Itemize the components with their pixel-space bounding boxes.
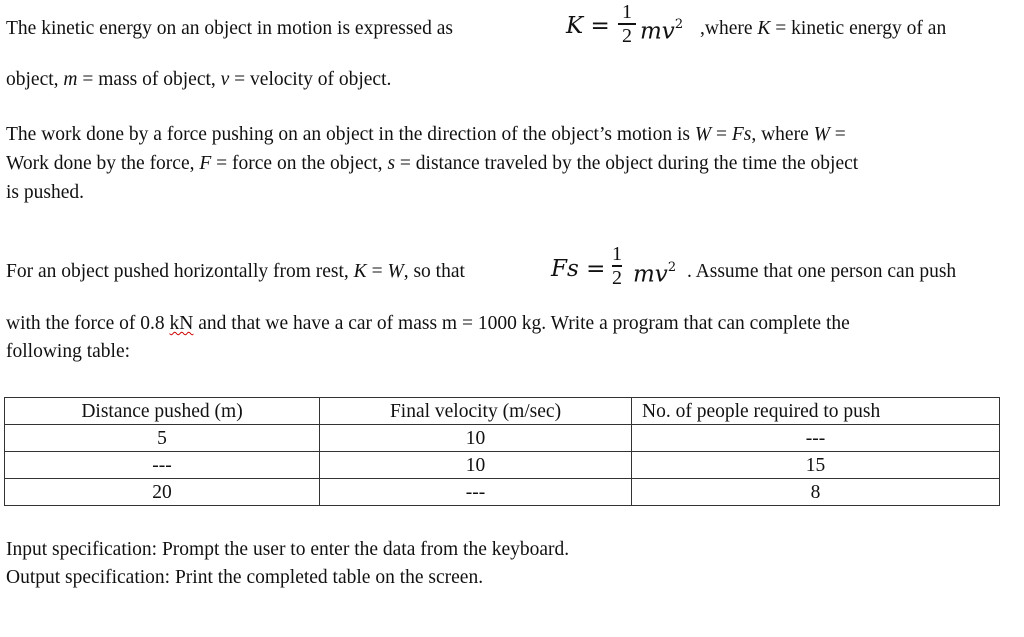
force-text: with the force of 0.8 [6, 313, 165, 334]
work-line-1 [6, 122, 846, 147]
kinetic-energy-intro [6, 16, 453, 41]
push-assume [687, 259, 956, 284]
w-var-1: W [694, 124, 712, 145]
header-distance: Distance pushed (m) [5, 398, 320, 425]
work-line-3 [6, 180, 84, 205]
push-lead: For an object pushed horizontally from rest, [6, 261, 349, 282]
push-equation-lhs [551, 257, 605, 282]
table-cell: 15 [632, 452, 1000, 479]
following-table-text: following table: [6, 341, 131, 362]
table-row [5, 479, 1000, 506]
ke-lead-text: The kinetic energy on an object in motion is expressed as [6, 18, 453, 39]
fs-var: Fs [731, 124, 752, 145]
ke-equation-lhs [566, 14, 610, 39]
f-var: F [199, 153, 212, 174]
object-text: object, [6, 69, 59, 90]
table-cell: --- [5, 452, 320, 479]
work-where: , where [751, 124, 809, 145]
push-line-3 [6, 339, 130, 364]
input-spec-text: Input specification: Prompt the user to enter the data from the keyboard. [6, 539, 570, 560]
v-def: = velocity of object. [234, 69, 392, 90]
k-var: K [757, 18, 771, 39]
table-header-row [5, 398, 1000, 425]
header-velocity: Final velocity (m/sec) [320, 398, 632, 425]
push-mv: mv [633, 261, 668, 288]
table-cell: 10 [320, 425, 632, 452]
ke-definitions [6, 67, 391, 92]
push-frac-den: 2 [612, 266, 622, 289]
m-var: m [63, 69, 78, 90]
data-table [4, 397, 1000, 506]
push-equation-rhs [633, 257, 676, 288]
ke-where-clause [700, 16, 946, 41]
push-fs: Fs [551, 256, 579, 282]
work-line-2 [6, 151, 858, 176]
v-var: v [220, 69, 230, 90]
kn-unit: kN [169, 313, 194, 334]
eq-sup: 2 [674, 17, 684, 32]
push-eq2: = [586, 256, 606, 282]
push-sup: 2 [667, 260, 677, 275]
car-mass-text: and that we have a car of mass m = 1000 kg. Write a program that can complete the [198, 313, 850, 334]
s-def: = distance traveled by the object during the time the object [399, 153, 859, 174]
push-line-2 [6, 311, 850, 336]
push-line-1 [6, 259, 465, 284]
frac-den: 2 [622, 24, 632, 47]
push-w: W [387, 261, 404, 282]
ke-fraction [618, 2, 636, 46]
work-equals-1: = [715, 124, 727, 145]
table-cell: 20 [5, 479, 320, 506]
eq-k: K [566, 13, 584, 39]
work-def-text: Work done by the force, [6, 153, 195, 174]
is-pushed-text: is pushed. [6, 182, 84, 203]
work-text-a: The work done by a force pushing on an object in the direction of the object’s motion is [6, 124, 690, 145]
header-people: No. of people required to push [632, 398, 1000, 425]
push-eq: = [371, 261, 383, 282]
input-spec [6, 537, 569, 562]
table-cell: --- [320, 479, 632, 506]
push-k: K [353, 261, 367, 282]
where-text: ,where [700, 18, 753, 39]
m-def: = mass of object, [82, 69, 216, 90]
work-equals-2: = [834, 124, 846, 145]
so-that: , so that [403, 261, 465, 282]
assume-text: . Assume that one person can push [687, 261, 957, 282]
frac-num: 1 [622, 1, 632, 23]
ke-equation-rhs [640, 14, 683, 45]
table-cell: 8 [632, 479, 1000, 506]
table-row [5, 425, 1000, 452]
table-cell: --- [632, 425, 1000, 452]
output-spec-text: Output specification: Print the completed table on the screen. [6, 567, 484, 588]
w-var-2: W [813, 124, 830, 145]
table-cell: 10 [320, 452, 632, 479]
push-frac-num: 1 [612, 243, 622, 265]
eq-equals: = [590, 13, 610, 39]
output-spec [6, 565, 483, 590]
push-fraction [612, 244, 622, 288]
f-def: = force on the object, [216, 153, 383, 174]
eq-mv: mv [640, 18, 675, 45]
table-row [5, 452, 1000, 479]
table-cell: 5 [5, 425, 320, 452]
s-var: s [387, 153, 396, 174]
k-def: = kinetic energy of an [775, 18, 947, 39]
